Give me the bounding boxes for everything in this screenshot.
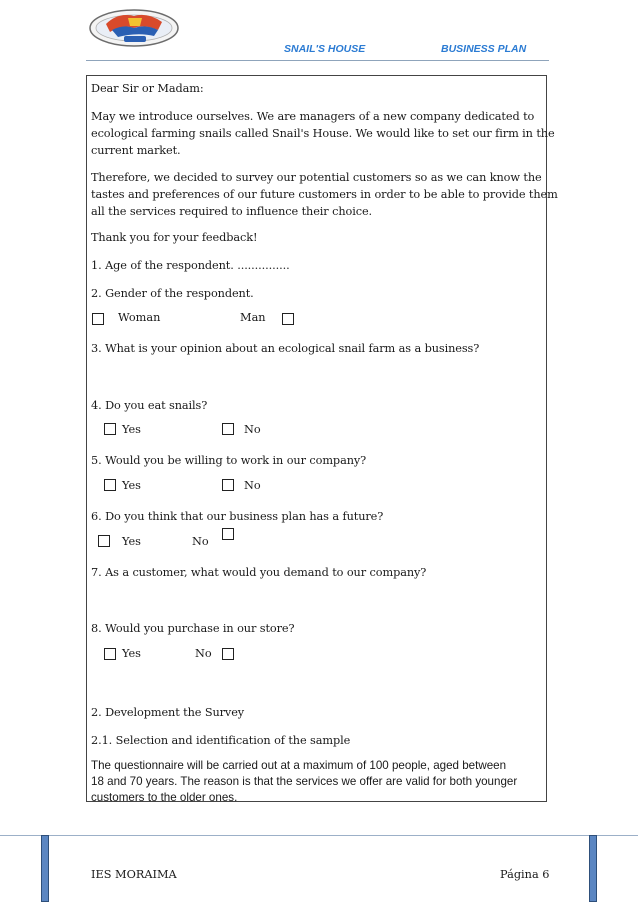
q6-no-checkbox[interactable] [222, 528, 234, 540]
question-8: 8. Would you purchase in our store? [91, 622, 295, 635]
question-6: 6. Do you think that our business plan has a future? [91, 510, 384, 523]
question-5: 5. Would you be willing to work in our company? [91, 454, 367, 467]
question-2: 2. Gender of the respondent. [91, 287, 254, 300]
footer-school-name: IES MORAIMA [91, 868, 177, 881]
q5-no-checkbox[interactable] [222, 479, 234, 491]
q8-no-label: No [195, 647, 212, 660]
section-subtitle: 2.1. Selection and identification of the sample [91, 734, 351, 747]
q8-no-checkbox[interactable] [222, 648, 234, 660]
footer-page-number: Página 6 [500, 868, 550, 881]
q5-yes-checkbox[interactable] [104, 479, 116, 491]
q6-yes-checkbox[interactable] [98, 535, 110, 547]
q4-no-label: No [244, 423, 261, 436]
man-option-label: Man [240, 311, 266, 324]
purpose-line-3: all the services required to influence their choice. [91, 205, 373, 218]
thanks-line: Thank you for your feedback! [91, 231, 258, 244]
q6-no-label: No [192, 535, 209, 548]
q4-yes-label: Yes [122, 423, 141, 436]
section-title: 2. Development the Survey [91, 706, 245, 719]
q5-no-label: No [244, 479, 261, 492]
section-body-line-1: The questionnaire will be carried out at a maximum of 100 people, aged between [91, 759, 507, 772]
salutation: Dear Sir or Madam: [91, 82, 204, 95]
section-body-line-2: 18 and 70 years. The reason is that the services we offer are valid for both younger [91, 775, 518, 788]
q4-no-checkbox[interactable] [222, 423, 234, 435]
q8-yes-label: Yes [122, 647, 141, 660]
question-7: 7. As a customer, what would you demand to our company? [91, 566, 427, 579]
q4-yes-checkbox[interactable] [104, 423, 116, 435]
purpose-line-2: tastes and preferences of our future customers in order to be able to provide them [91, 188, 558, 201]
company-logo [88, 6, 180, 50]
footer-left-bar [41, 835, 49, 902]
intro-line-3: current market. [91, 144, 181, 157]
man-checkbox[interactable] [282, 313, 294, 325]
q8-yes-checkbox[interactable] [104, 648, 116, 660]
woman-option-label: Woman [118, 311, 161, 324]
q6-yes-label: Yes [122, 535, 141, 548]
footer-divider [0, 835, 638, 836]
footer-right-bar [589, 835, 597, 902]
header-divider [86, 60, 549, 61]
q5-yes-label: Yes [122, 479, 141, 492]
question-3: 3. What is your opinion about an ecological snail farm as a business? [91, 342, 480, 355]
intro-line-2: ecological farming snails called Snail's House. We would like to set our firm in the [91, 127, 555, 140]
header-section-title: BUSINESS PLAN [441, 43, 527, 55]
section-body-line-3: customers to the older ones. [91, 791, 238, 804]
woman-checkbox[interactable] [92, 313, 104, 325]
purpose-line-1: Therefore, we decided to survey our potential customers so as we can know the [91, 171, 542, 184]
header-document-title: SNAIL'S HOUSE [284, 43, 366, 55]
question-4: 4. Do you eat snails? [91, 399, 208, 412]
intro-line-1: May we introduce ourselves. We are managers of a new company dedicated to [91, 110, 535, 123]
question-1: 1. Age of the respondent. ............... [91, 259, 290, 272]
